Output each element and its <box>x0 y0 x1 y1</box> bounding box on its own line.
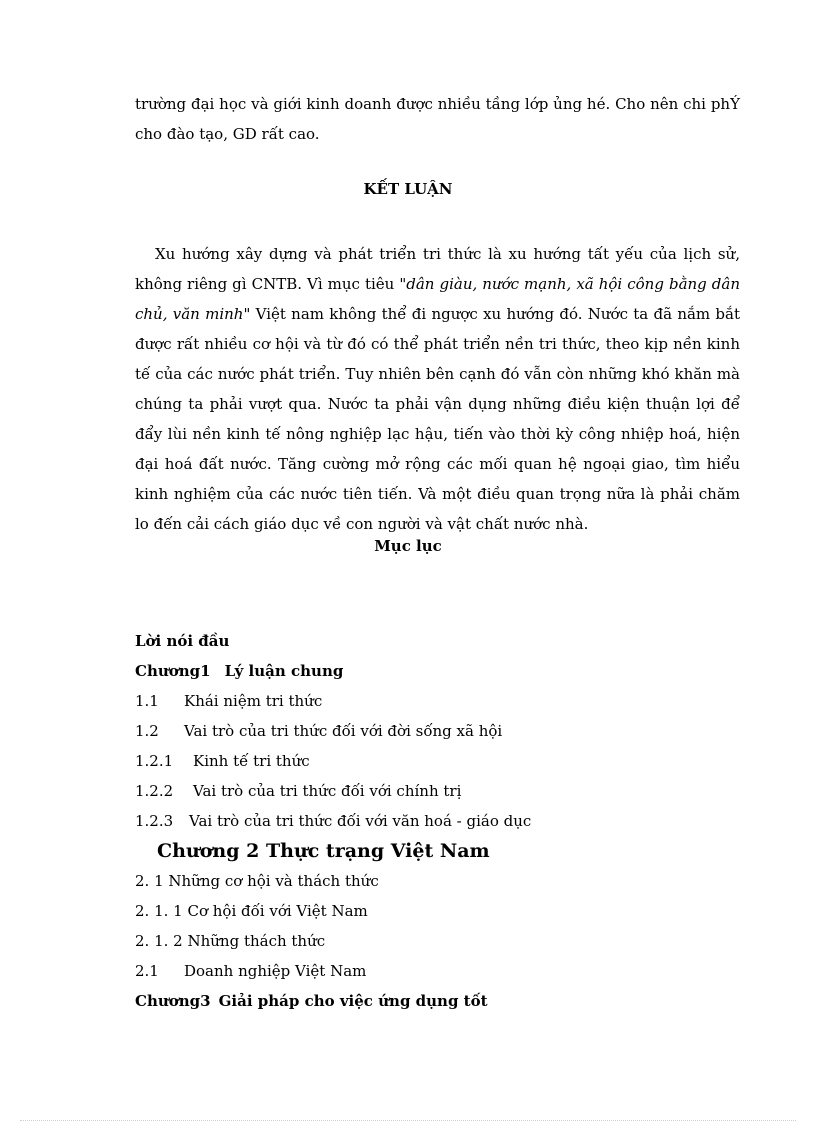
conclusion-text-part2: " Việt nam không thể đi ngược xu hướng đó. Nước ta đã nắm bắt được rất nhiều cơ hội và từ đó có thể phát triển nền tri thức, theo kịp nền kinh tế của các nước phát triển. Tuy nhiên bên cạnh đó vẫn còn những khó khăn mà chúng ta phải vượt qua. Nước ta phải vận dụng những điều kiện thuận lợi để đẩy lùi nền kinh tế nông nghiệp lạc hậu, tiến vào thời kỳ công nhiệp hoá, hiện đại hoá đất nước. Tăng cường mở rộng các mối quan hệ ngoại giao, tìm hiểu kinh nghiệm của các nước tiên tiến. Và một điều quan trọng nữa là phải chăm lo đến cải cách giáo dục về con người và vật chất nước nhà. <box>135 305 740 533</box>
toc-title: Khái niệm tri thức <box>184 692 323 710</box>
toc-entry-2-1-1: 2. 1. 1 Cơ hội đối với Việt Nam <box>135 902 368 920</box>
toc-title: Vai trò của tri thức đối với đời sống xã hội <box>184 722 503 740</box>
toc-entry-1-1 <box>135 686 740 716</box>
toc-entry-2-1: 2. 1 Những cơ hội và thách thức <box>135 872 379 890</box>
toc-title: Vai trò của tri thức đối với chính trị <box>193 782 462 800</box>
toc-entry-preface: Lời nói đầu <box>135 632 230 650</box>
toc-number: Chương1 <box>135 662 211 680</box>
toc-entry-2-1-2: 2. 1. 2 Những thách thức <box>135 932 326 950</box>
toc-number: 2.1 <box>135 962 159 980</box>
toc-title: Giải pháp cho việc ứng dụng tốt <box>218 992 488 1010</box>
conclusion-heading: KẾT LUẬN <box>363 180 453 198</box>
toc-entry-2-1b <box>135 956 740 986</box>
intro-paragraph: trường đại học và giới kinh doanh được nhiều tầng lớp ủng hé. Cho nên chi phÝ cho đào tạo, GD rất cao. <box>135 95 740 143</box>
toc-entry-chapter-3 <box>135 986 740 1016</box>
page-bottom-divider <box>20 1120 796 1121</box>
conclusion-paragraph <box>135 239 740 539</box>
toc-title: Vai trò của tri thức đối với văn hoá - giáo dục <box>189 812 532 830</box>
table-of-contents <box>135 626 740 1016</box>
toc-heading: Mục lục <box>374 537 442 555</box>
toc-entry-chapter-2: Chương 2 Thực trạng Việt Nam <box>157 840 490 862</box>
toc-entry-1-2-1 <box>135 746 740 776</box>
toc-title: Doanh nghiệp Việt Nam <box>184 962 367 980</box>
toc-entry-chapter-1 <box>135 656 740 686</box>
toc-entry-1-2-2 <box>135 776 740 806</box>
conclusion-italic-quote: dân giàu, nước mạnh, xã hội công bằng dân chủ, văn minh <box>135 275 740 323</box>
toc-title: Kinh tế tri thức <box>193 752 310 770</box>
toc-number: 1.2.2 <box>135 782 174 800</box>
toc-entry-1-2-3 <box>135 806 740 836</box>
toc-number: 1.2.1 <box>135 752 174 770</box>
toc-title: Lý luận chung <box>224 662 344 680</box>
toc-entry-1-2 <box>135 716 740 746</box>
toc-number: 1.1 <box>135 692 159 710</box>
toc-number: 1.2.3 <box>135 812 174 830</box>
toc-number: 1.2 <box>135 722 159 740</box>
toc-number: Chương3 <box>135 992 211 1010</box>
conclusion-text-part1: Xu hướng xây dựng và phát triển tri thức là xu hướng tất yếu của lịch sử, không riêng gì CNTB. Vì mục tiêu " <box>135 245 740 293</box>
